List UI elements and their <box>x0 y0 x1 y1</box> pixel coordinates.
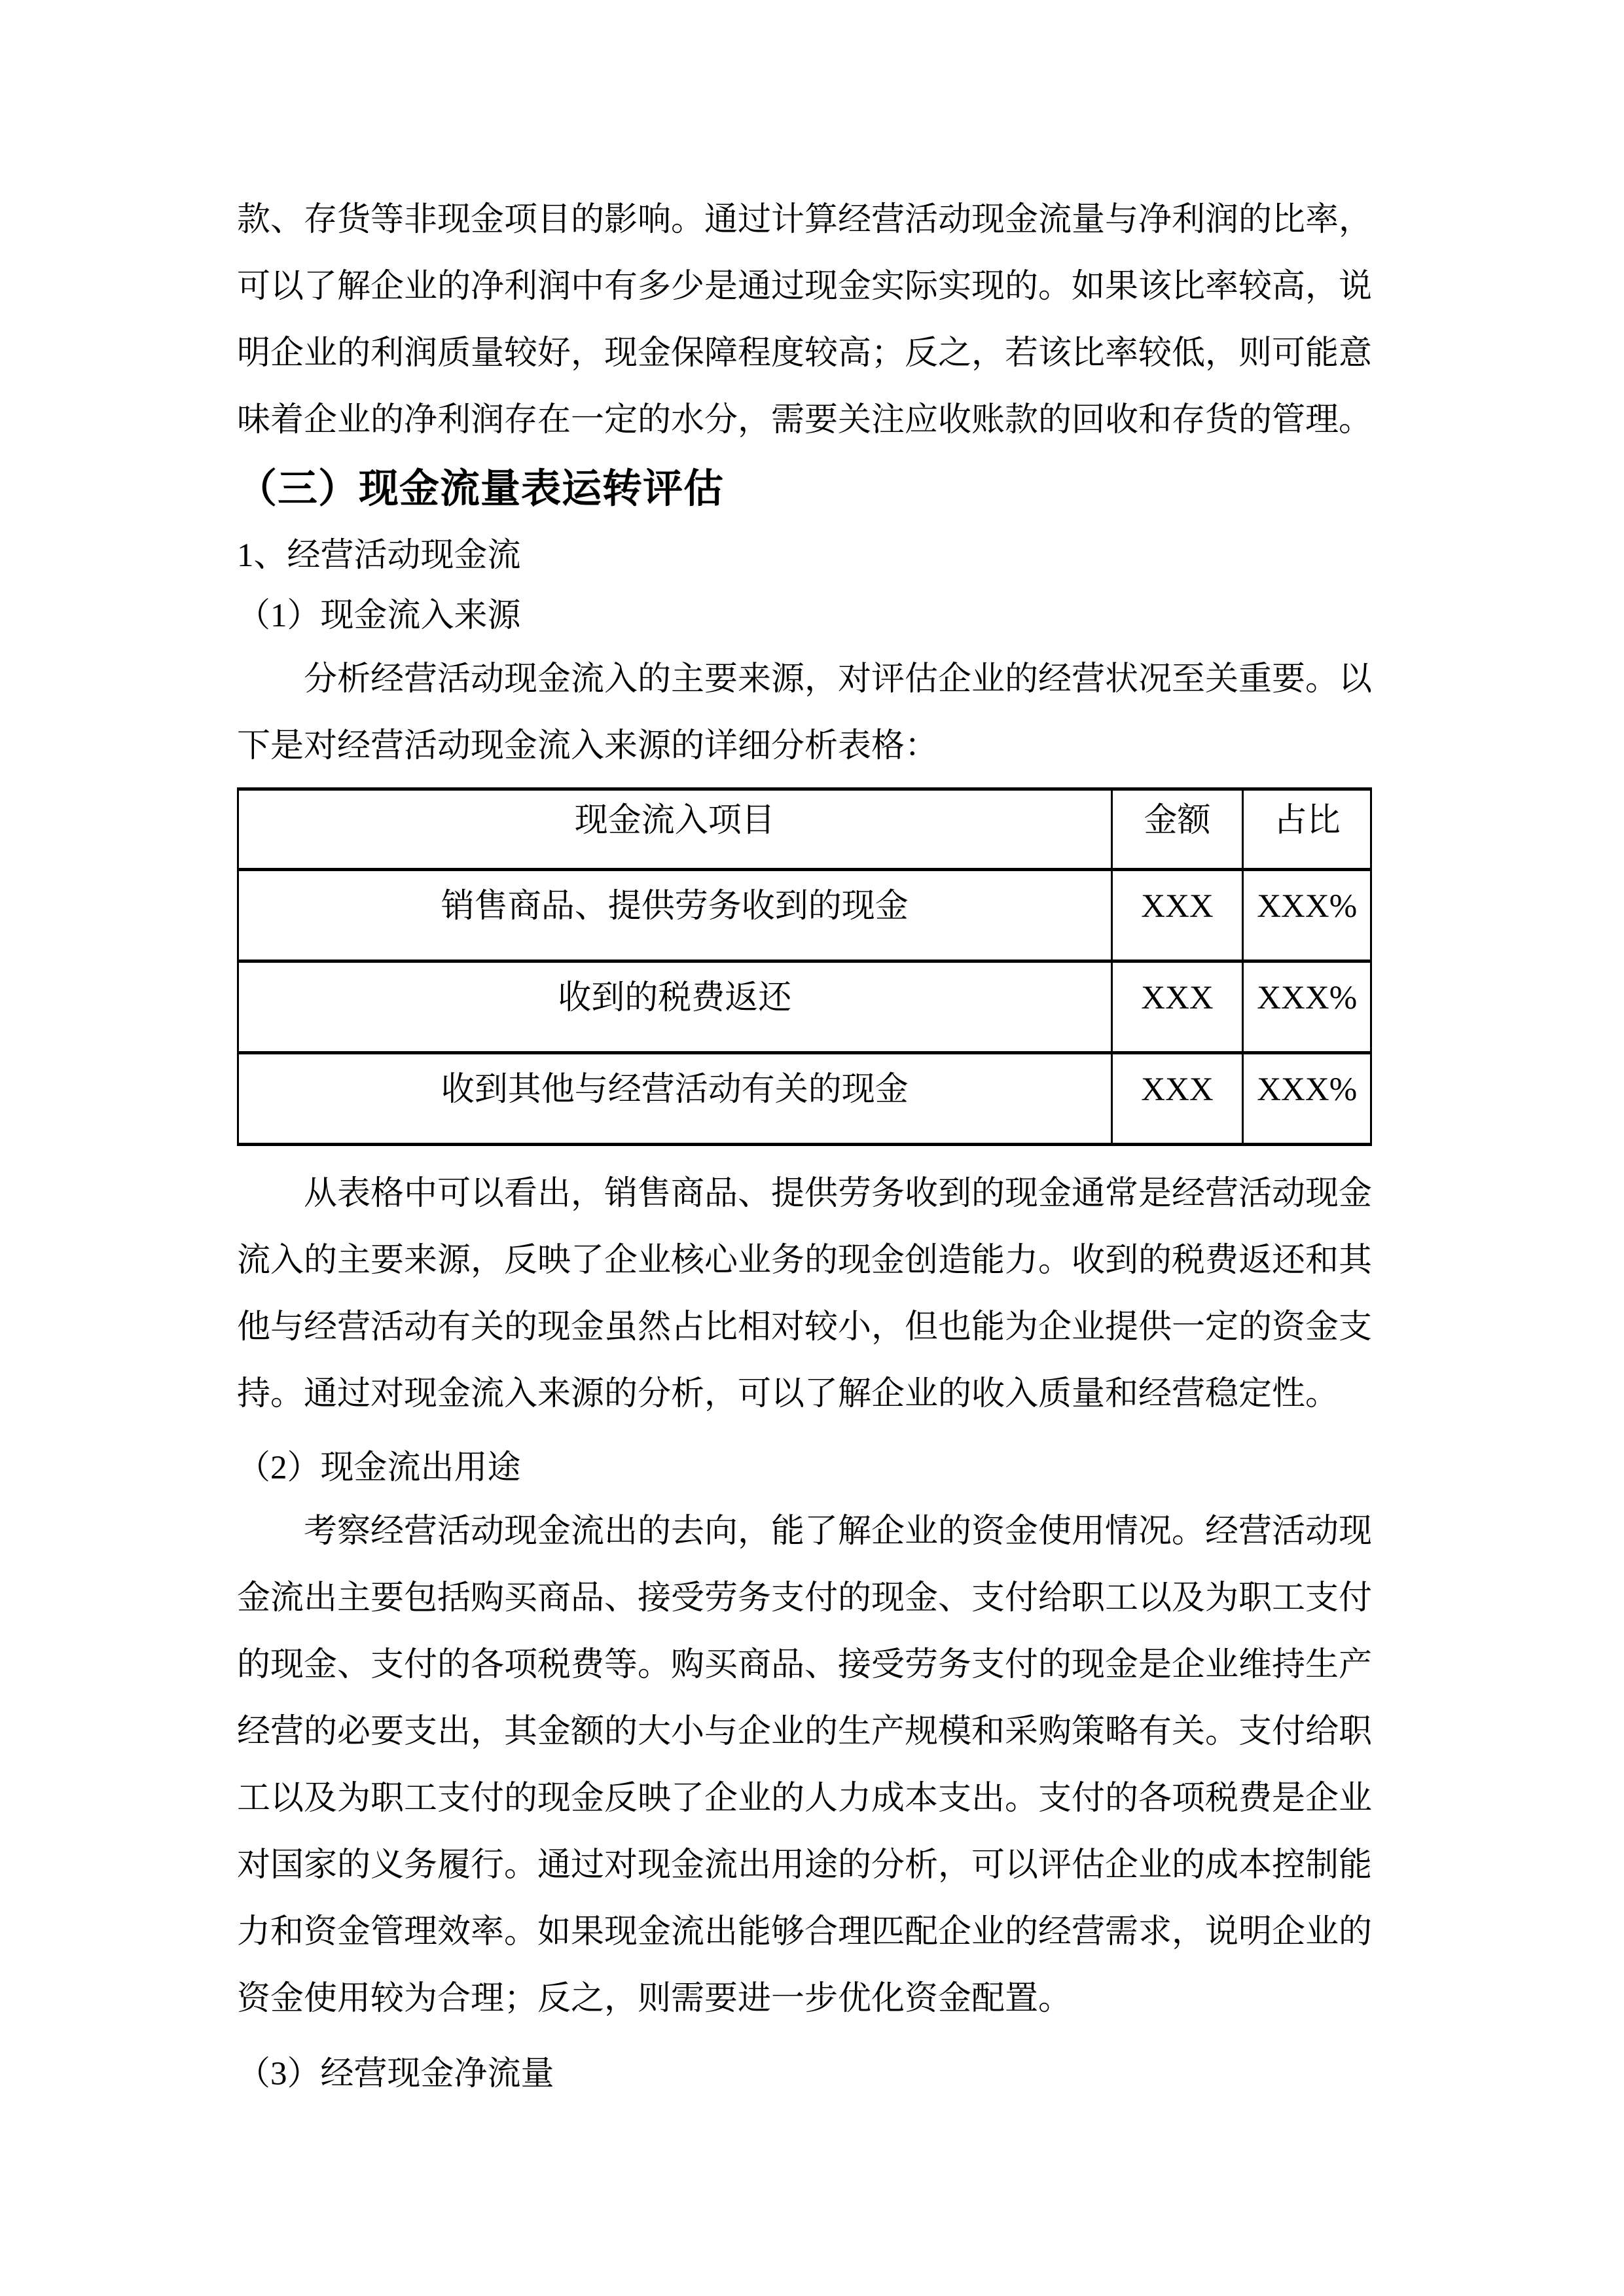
section-heading: （三）现金流量表运转评估 <box>237 467 725 511</box>
outflow-paragraph: 考察经营活动现金流出的去向，能了解企业的资金使用情况。经营活动现金流出主要包括购买商品、接受劳务支付的现金、支付给职工以及为职工支付的现金、支付的各项税费等。购买商品、接受劳务支付的现金是企业维持生产经营的必要支出，其金额的大小与企业的生产规模和采购策略有关。支付给职工以及为职工支付的现金反映了企业的人力成本支出。支付的各项税费是企业对国家的义务履行。通过对现金流出用途的分析，可以评估企业的成本控制能力和资金管理效率。如果现金流出能够合理匹配企业的经营需求，说明企业的资金使用较为合理；反之，则需要进一步优化资金配置。 <box>237 1513 1373 2017</box>
table-row <box>238 1053 1371 1145</box>
table-cell-item: 收到其他与经营活动有关的现金 <box>238 1053 1112 1145</box>
table-cell-ratio: XXX% <box>1243 870 1371 961</box>
table-row <box>238 961 1371 1053</box>
inflow-intro-paragraph: 分析经营活动现金流入的主要来源，对评估企业的经营状况至关重要。以下是对经营活动现金流入来源的详细分析表格： <box>237 661 1373 764</box>
item-1-heading: （1）现金流入来源 <box>237 598 521 634</box>
subsection-heading: 1、经营活动现金流 <box>237 537 521 574</box>
paragraph-continuation: 款、存货等非现金项目的影响。通过计算经营活动现金流量与净利润的比率，可以了解企业的净利润中有多少是通过现金实际实现的。如果该比率较高，说明企业的利润质量较好，现金保障程度较高；反之，若该比率较低，则可能意味着企业的净利润存在一定的水分，需要关注应收账款的回收和存货的管理。 <box>237 202 1373 439</box>
table-cell-item: 销售商品、提供劳务收到的现金 <box>238 870 1112 961</box>
table-header-item: 现金流入项目 <box>238 789 1112 870</box>
table-cell-ratio: XXX% <box>1243 961 1371 1053</box>
table-cell-amount: XXX <box>1111 961 1243 1053</box>
cash-inflow-table <box>237 787 1372 1146</box>
item-3-heading: （3）经营现金净流量 <box>237 2056 554 2092</box>
inflow-analysis-paragraph: 从表格中可以看出，销售商品、提供劳务收到的现金通常是经营活动现金流入的主要来源，反映了企业核心业务的现金创造能力。收到的税费返还和其他与经营活动有关的现金虽然占比相对较小，但也能为企业提供一定的资金支持。通过对现金流入来源的分析，可以了解企业的收入质量和经营稳定性。 <box>237 1175 1373 1412</box>
table-cell-amount: XXX <box>1111 870 1243 961</box>
table-cell-amount: XXX <box>1111 1053 1243 1145</box>
table-header-ratio: 占比 <box>1243 789 1371 870</box>
table-cell-item: 收到的税费返还 <box>238 961 1112 1053</box>
table-header-row <box>238 789 1371 870</box>
item-2-heading: （2）现金流出用途 <box>237 1450 521 1486</box>
table-row <box>238 870 1371 961</box>
table-header-amount: 金额 <box>1111 789 1243 870</box>
table-cell-ratio: XXX% <box>1243 1053 1371 1145</box>
